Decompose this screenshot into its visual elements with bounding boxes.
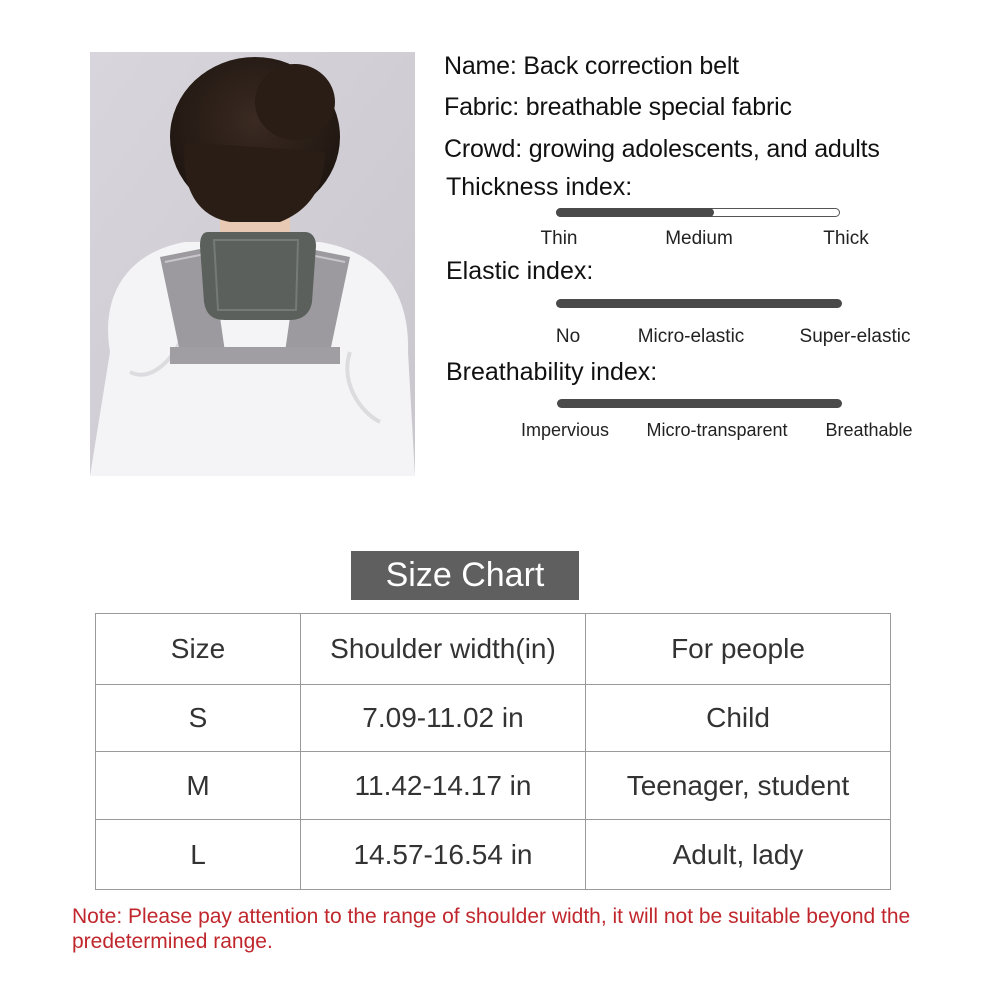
breathability-index-title: Breathability index: [446, 358, 658, 386]
table-header-row [96, 614, 891, 685]
thickness-label-low: Thin [540, 228, 578, 249]
cell-shoulder-width: 7.09-11.02 in [301, 685, 586, 752]
elastic-index-title: Elastic index: [446, 257, 594, 285]
cell-size: M [96, 752, 301, 820]
table-row [96, 820, 891, 890]
spec-crowd: Crowd: growing adolescents, and adults [444, 135, 880, 163]
cell-for-people: Adult, lady [586, 820, 891, 890]
breathability-index-fill [557, 399, 842, 408]
header-for-people: For people [586, 614, 891, 685]
thickness-label-mid: Medium [665, 228, 733, 249]
child-wearing-belt-illustration [90, 52, 415, 476]
elastic-label-low: No [555, 326, 581, 347]
header-size: Size [96, 614, 301, 685]
cell-size: L [96, 820, 301, 890]
breathability-label-low: Impervious [520, 420, 610, 440]
elastic-index-fill [556, 299, 842, 308]
size-chart-table [95, 613, 891, 890]
table-row [96, 685, 891, 752]
spec-name: Name: Back correction belt [444, 52, 739, 80]
product-photo [90, 52, 415, 476]
thickness-label-high: Thick [823, 228, 869, 249]
table-row [96, 752, 891, 820]
size-chart-title: Size Chart [351, 551, 579, 600]
thickness-index-fill [556, 208, 714, 217]
thickness-index-title: Thickness index: [446, 173, 633, 201]
cell-for-people: Teenager, student [586, 752, 891, 820]
cell-size: S [96, 685, 301, 752]
elastic-label-mid: Micro-elastic [637, 326, 745, 347]
elastic-label-high: Super-elastic [799, 326, 911, 347]
header-shoulder-width: Shoulder width(in) [301, 614, 586, 685]
breathability-label-mid: Micro-transparent [646, 420, 788, 440]
cell-shoulder-width: 11.42-14.17 in [301, 752, 586, 820]
breathability-label-high: Breathable [825, 420, 913, 440]
cell-shoulder-width: 14.57-16.54 in [301, 820, 586, 890]
shoulder-width-note: Note: Please pay attention to the range of shoulder width, it will not be suitable beyond the predetermined range. [72, 905, 911, 953]
cell-for-people: Child [586, 685, 891, 752]
spec-fabric: Fabric: breathable special fabric [444, 93, 792, 121]
